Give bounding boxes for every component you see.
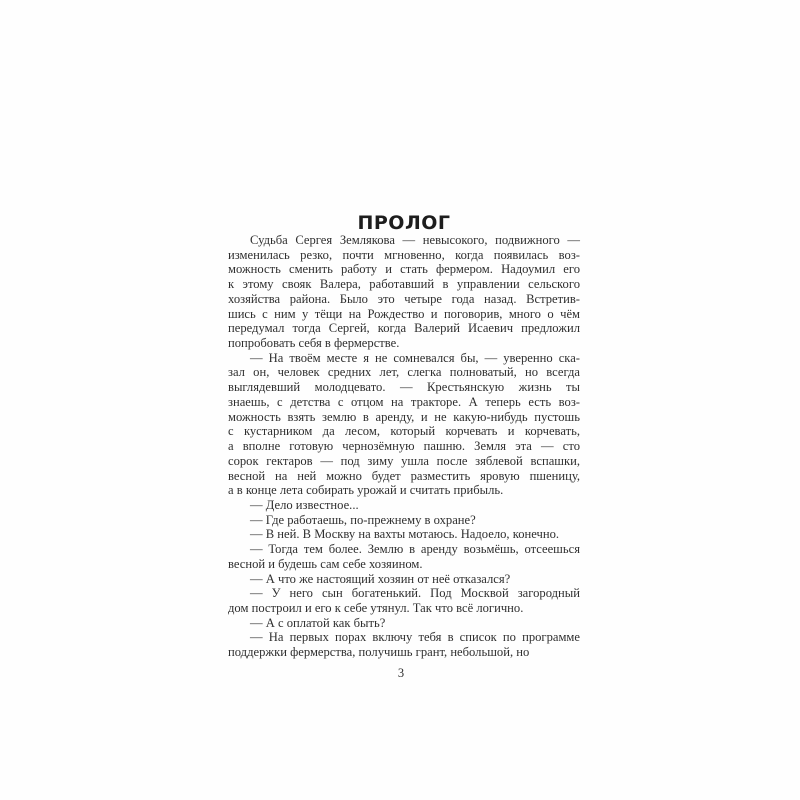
text-line: весной на ней можно будет разместить яровую пшеницу, (228, 468, 580, 483)
text-line: дом построил и его к себе утянул. Так что всё логично. (228, 600, 524, 615)
text-line: к этому свояк Валера, работавший в управлении сельского (228, 277, 580, 292)
text-line: — На первых порах включу тебя в список по программе (250, 630, 580, 645)
chapter-title: ПРОЛОГ (357, 211, 451, 234)
text-line: передумал тогда Сергей, когда Валерий Исаевич предложил (228, 321, 580, 336)
page-number: 3 (397, 666, 405, 680)
text-line: хозяйства района. Было это четыре года назад. Встретив- (228, 291, 580, 306)
text-line: поддержки фермерства, получишь грант, небольшой, но (228, 645, 530, 660)
text-line: зал он, человек средних лет, слегка полноватый, но всегда (228, 365, 580, 380)
text-line: а вполне готовую чернозёмную пашню. Земля эта — сто (228, 439, 580, 454)
text-line: весной и будешь сам себе хозяином. (228, 556, 423, 571)
text-line: шись с ним у тёщи на Рождество и поговорив, много о чём (228, 306, 580, 321)
text-line: — На твоём месте я не сомневался бы, — уверенно ска- (250, 350, 580, 365)
text-line: — У него сын богатенький. Под Москвой загородный (250, 586, 580, 601)
text-block (228, 233, 580, 660)
text-line: изменилась резко, почти мгновенно, когда появилась воз- (228, 247, 580, 262)
text-line: с кустарником да лесом, который корчевать и корчевать, (228, 424, 580, 439)
text-line: — В ней. В Москву на вахты мотаюсь. Надоело, конечно. (250, 527, 560, 542)
text-line: — Тогда тем более. Землю в аренду возьмёшь, отсеешься (250, 542, 580, 557)
text-line: знаешь, с детства с отцом на тракторе. А теперь есть воз- (228, 394, 580, 409)
text-line: можность сменить работу и стать фермером. Надоумил его (228, 262, 580, 277)
text-line: — А что же настоящий хозяин от неё отказался? (250, 571, 511, 586)
text-line: — А с оплатой как быть? (250, 615, 386, 630)
text-line: попробовать себя в фермерстве. (228, 336, 400, 351)
text-line: Судьба Сергея Землякова — невысокого, подвижного — (250, 233, 580, 247)
text-line: сорок гектаров — под зиму ушла после зяблевой вспашки, (228, 453, 580, 468)
text-line: — Где работаешь, по-прежнему в охране? (250, 512, 476, 527)
text-line: выглядевший молодцевато. — Крестьянскую жизнь ты (228, 380, 580, 395)
text-line: можность взять землю в аренду, и не какую-нибудь пустошь (228, 409, 580, 424)
text-line: — Дело известное... (250, 497, 359, 512)
text-line: а в конце лета собирать урожай и считать прибыль. (228, 483, 504, 498)
